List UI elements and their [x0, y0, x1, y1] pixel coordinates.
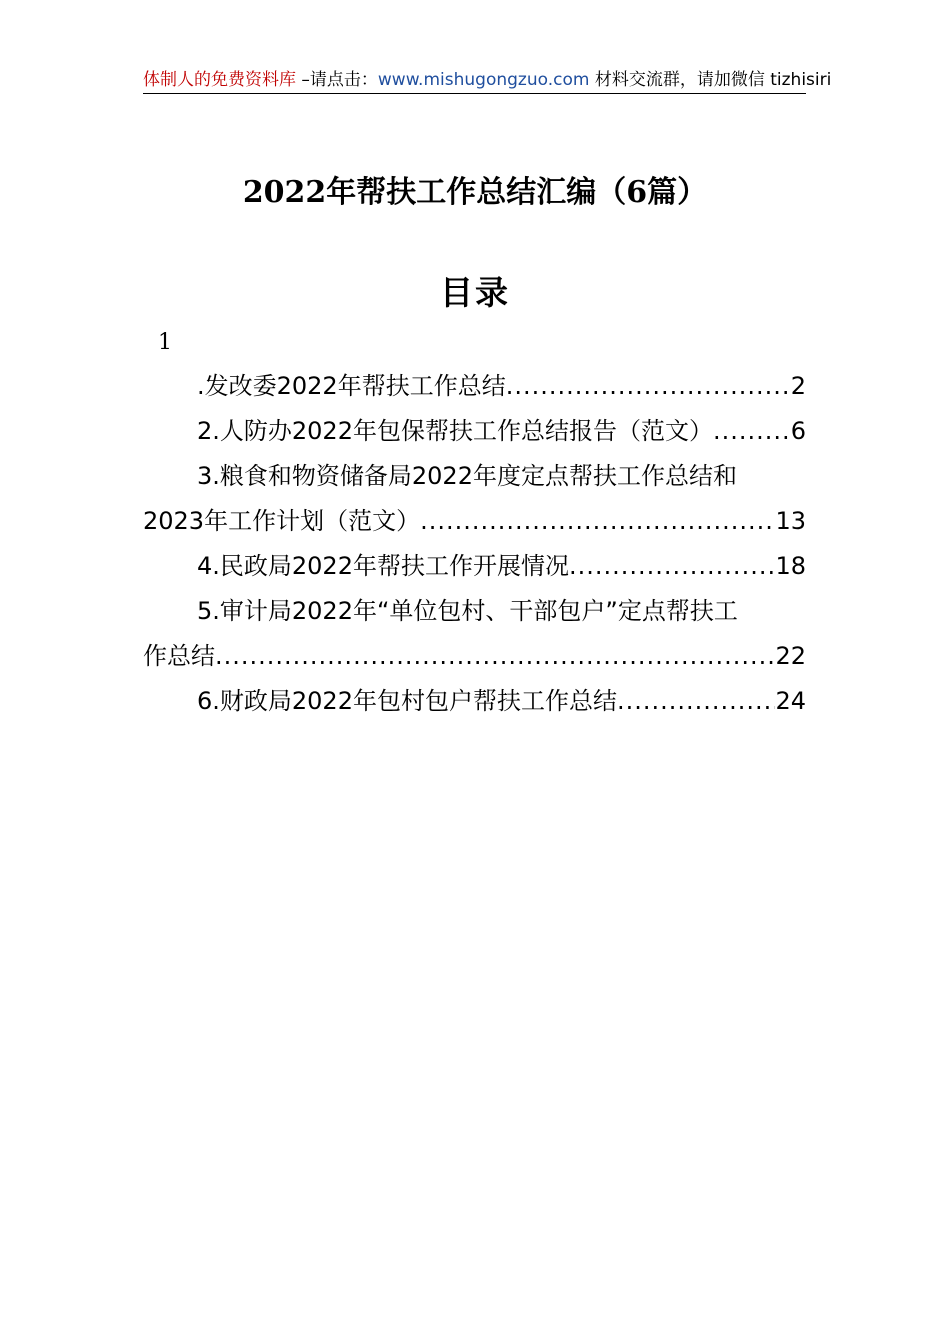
- toc-entry-1[interactable]: [143, 364, 806, 409]
- toc-entry-page: 24: [775, 687, 806, 715]
- toc-entry-2[interactable]: [143, 409, 806, 454]
- toc-entry-title: .发改委2022年帮扶工作总结: [197, 372, 506, 400]
- dot-leader: [215, 634, 775, 679]
- toc-entry-title: 4.民政局2022年帮扶工作开展情况: [197, 552, 569, 580]
- header-divider: [143, 93, 806, 94]
- page-header: [143, 68, 832, 92]
- toc-entry-page: 18: [775, 552, 806, 580]
- toc-entry-title: 2.人防办2022年包保帮扶工作总结报告（范文）: [197, 417, 713, 445]
- dot-leader: [569, 544, 775, 589]
- header-click-prompt: –请点击：: [296, 70, 378, 90]
- toc-entry-page: 6: [790, 417, 806, 445]
- header-wechat-note: 材料交流群，请加微信 tizhisiri: [589, 70, 832, 90]
- dot-leader: [506, 364, 791, 409]
- toc-entry-6[interactable]: [143, 679, 806, 724]
- toc-entry-page: 13: [775, 507, 806, 535]
- toc-entry-3[interactable]: [143, 454, 806, 544]
- toc-entry-page: 22: [775, 642, 806, 670]
- toc-entry-5[interactable]: [143, 589, 806, 679]
- toc-entry-title-continued: 作总结: [143, 642, 215, 670]
- toc-entry-4[interactable]: [143, 544, 806, 589]
- toc-entry-title-continued: 2023年工作计划（范文）: [143, 507, 421, 535]
- toc-entry-title: 5.审计局2022年“单位包村、干部包户”定点帮扶工: [197, 597, 738, 625]
- toc-entry-title: 6.财政局2022年包村包户帮扶工作总结: [197, 687, 617, 715]
- dot-leader: [713, 409, 791, 454]
- dot-leader: [617, 679, 775, 724]
- dot-leader: [420, 499, 775, 544]
- stray-number: 1: [158, 330, 172, 355]
- header-url-link[interactable]: www.mishugongzuo.com: [377, 70, 590, 90]
- header-site-name: 体制人的免费资料库: [143, 70, 296, 90]
- toc-entry-page: 2: [790, 372, 806, 400]
- document-title: 2022年帮扶工作总结汇编（6篇）: [242, 175, 708, 210]
- toc-entry-title: 3.粮食和物资储备局2022年度定点帮扶工作总结和: [197, 462, 737, 490]
- table-of-contents: [143, 364, 806, 724]
- toc-heading: 目录: [440, 273, 510, 312]
